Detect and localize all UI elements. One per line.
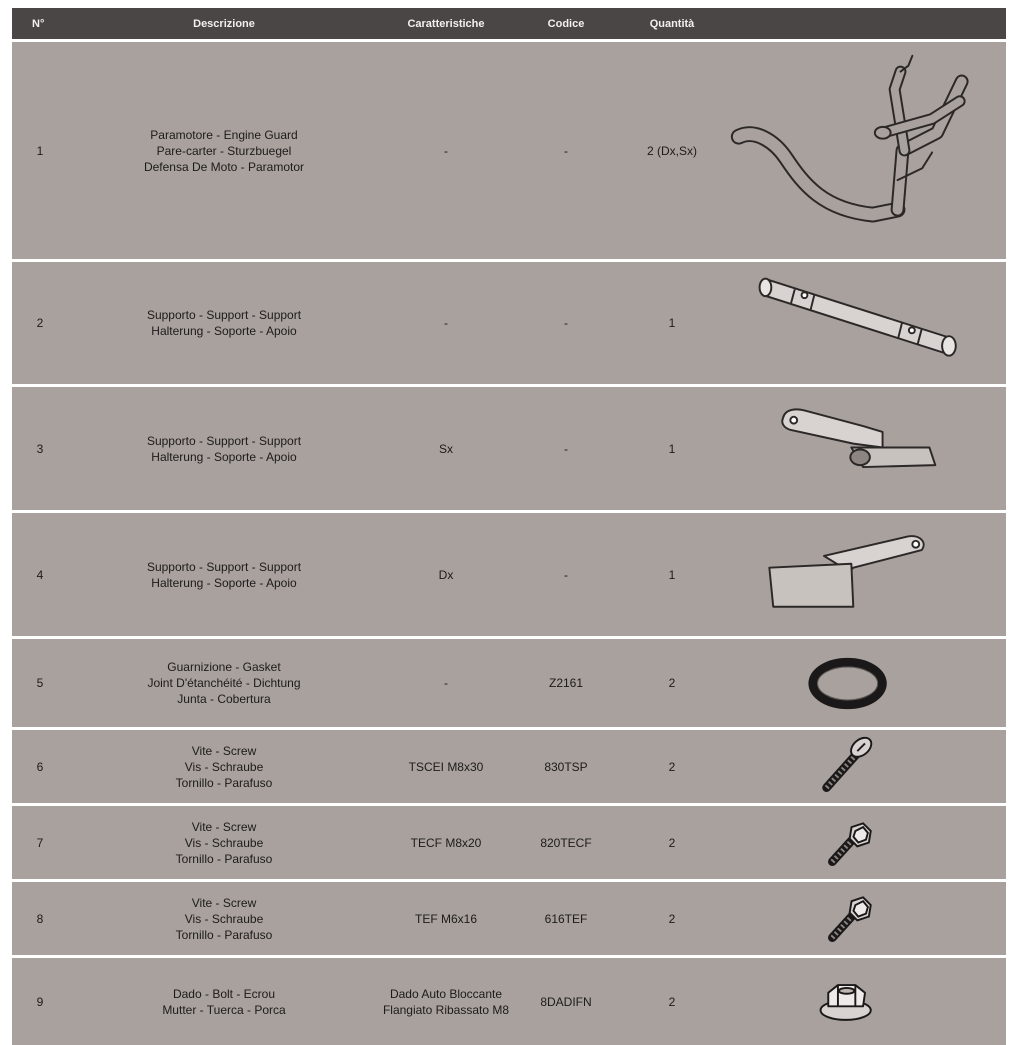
row-image: [724, 806, 1006, 879]
table-row: [12, 384, 1006, 510]
row-number: 8: [36, 911, 44, 926]
row-description: Dado - Bolt - Ecrou Mutter - Tuerca - Porca: [162, 986, 286, 1017]
row-code: 830TSP: [544, 759, 588, 774]
row-quantity: 2: [668, 994, 676, 1009]
table-row: [12, 955, 1006, 1045]
row-description: Supporto - Support - Support Halterung - Soporte - Apoio: [146, 559, 302, 590]
row-image: [724, 42, 1006, 259]
row-image: [724, 387, 1006, 510]
header-image: [724, 8, 1006, 39]
row-quantity: 2: [668, 759, 676, 774]
header-code: Codice: [547, 17, 585, 30]
row-code: -: [564, 143, 568, 158]
row-quantity: 2: [668, 676, 676, 690]
header-number: N°: [32, 17, 45, 30]
table-header: [12, 8, 1006, 39]
table-row: [12, 39, 1006, 259]
row-image: [724, 513, 1006, 636]
flange-nut-icon: [724, 958, 1006, 1045]
table-row: [12, 259, 1006, 384]
row-image: [724, 262, 1006, 384]
row-number: 7: [36, 835, 44, 850]
row-image: [724, 882, 1006, 955]
row-features: TSCEI M8x30: [408, 759, 484, 774]
row-features: Dado Auto Bloccante Flangiato Ribassato M8: [382, 986, 510, 1017]
countersunk-screw-icon: [724, 730, 1006, 803]
row-quantity: 1: [668, 567, 676, 582]
table-row: [12, 636, 1006, 727]
row-code: -: [564, 441, 568, 456]
row-code: -: [564, 316, 568, 330]
row-features: -: [444, 143, 448, 158]
row-quantity: 1: [668, 316, 676, 330]
row-number: 1: [36, 143, 44, 158]
row-description: Supporto - Support - Support Halterung - Soporte - Apoio: [146, 433, 302, 464]
table-row: [12, 803, 1006, 879]
row-quantity: 1: [668, 441, 676, 456]
row-image: [724, 639, 1006, 727]
table-row: [12, 510, 1006, 636]
row-number: 4: [36, 567, 44, 582]
row-number: 3: [36, 441, 44, 456]
bracket-left-icon: [724, 387, 1006, 510]
row-code: -: [564, 567, 568, 582]
row-description: Paramotore - Engine Guard Pare-carter - Sturzbuegel Defensa De Moto - Paramotor: [143, 127, 305, 174]
row-description: Guarnizione - Gasket Joint D'étanchéité - Dichtung Junta - Cobertura: [147, 660, 301, 706]
row-code: Z2161: [548, 676, 584, 690]
hex-screw-icon: [724, 882, 1006, 955]
row-description: Vite - Screw Vis - Schraube Tornillo - Parafuso: [175, 895, 273, 942]
row-description: Vite - Screw Vis - Schraube Tornillo - Parafuso: [175, 819, 273, 866]
row-description: Vite - Screw Vis - Schraube Tornillo - Parafuso: [175, 743, 273, 790]
bracket-right-icon: [724, 513, 1006, 636]
table-row: [12, 727, 1006, 803]
row-features: -: [444, 676, 448, 690]
row-image: [724, 730, 1006, 803]
engine-guard-icon: [724, 42, 1006, 259]
support-bar-icon: [724, 262, 1006, 384]
row-quantity: 2 (Dx,Sx): [646, 143, 697, 158]
header-quantity: Quantità: [649, 17, 695, 30]
row-description: Supporto - Support - Support Halterung - Soporte - Apoio: [146, 308, 302, 338]
row-code: 8DADIFN: [540, 994, 592, 1009]
row-number: 6: [36, 759, 44, 774]
gasket-ring-icon: [724, 639, 1006, 727]
row-image: [724, 958, 1006, 1045]
row-number: 9: [36, 994, 44, 1009]
row-features: Sx: [438, 441, 453, 456]
row-number: 2: [36, 316, 44, 330]
row-number: 5: [36, 676, 44, 690]
row-features: -: [444, 316, 448, 330]
row-features: TECF M8x20: [410, 835, 482, 850]
row-code: 820TECF: [540, 835, 592, 850]
header-features: Caratteristiche: [407, 17, 485, 30]
row-code: 616TEF: [544, 911, 588, 926]
flange-screw-icon: [724, 806, 1006, 879]
parts-table: [12, 8, 1006, 1045]
table-row: [12, 879, 1006, 955]
row-quantity: 2: [668, 911, 676, 926]
header-description: Descrizione: [193, 17, 255, 30]
row-quantity: 2: [668, 835, 676, 850]
row-features: Dx: [438, 567, 454, 582]
row-features: TEF M6x16: [414, 911, 477, 926]
